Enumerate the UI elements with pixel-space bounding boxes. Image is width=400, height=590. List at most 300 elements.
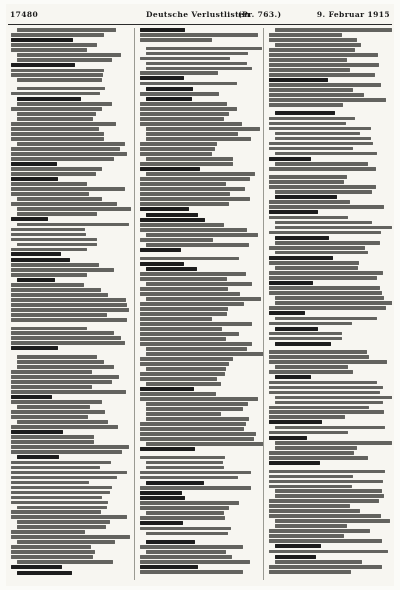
text-line <box>17 78 102 82</box>
text-line <box>275 519 390 523</box>
text-line <box>17 212 97 216</box>
text-line <box>146 367 226 371</box>
text-line <box>11 550 95 554</box>
text-line <box>11 390 126 394</box>
text-line <box>275 111 335 115</box>
text-line <box>269 311 305 315</box>
text-line <box>146 511 224 515</box>
text-line <box>11 415 88 419</box>
text-line <box>140 152 212 156</box>
text-line <box>140 182 226 186</box>
text-line <box>17 117 93 121</box>
text-line <box>11 341 125 345</box>
text-line <box>140 76 184 80</box>
text-line <box>11 187 125 191</box>
text-line <box>17 278 55 282</box>
text-line <box>11 217 48 221</box>
text-line <box>17 243 97 247</box>
text-line <box>269 381 377 385</box>
text-line <box>11 327 87 331</box>
text-line <box>140 287 228 291</box>
text-line <box>140 337 226 341</box>
text-line <box>269 73 375 77</box>
text-column-2 <box>137 28 264 580</box>
text-line <box>11 177 58 181</box>
text-line <box>269 157 311 161</box>
text-line <box>17 97 81 101</box>
text-line <box>140 238 213 242</box>
text-line <box>11 375 119 379</box>
text-line <box>269 355 369 359</box>
text-line <box>11 137 104 141</box>
text-line <box>146 52 248 56</box>
text-line <box>269 550 388 554</box>
text-line <box>275 190 372 194</box>
text-line <box>269 256 333 260</box>
text-line <box>269 470 385 474</box>
text-line <box>140 527 231 531</box>
text-line <box>11 545 91 549</box>
text-line <box>11 107 102 111</box>
text-line <box>140 57 230 61</box>
text-line <box>11 162 57 166</box>
text-line <box>269 271 383 275</box>
text-line <box>140 162 233 166</box>
text-line <box>11 122 116 126</box>
text-line <box>11 510 101 514</box>
text-line <box>140 197 250 201</box>
text-line <box>140 192 230 196</box>
text-line <box>146 67 252 71</box>
text-line <box>11 425 118 429</box>
text-line <box>275 241 380 245</box>
text-line <box>140 387 194 391</box>
text-line <box>146 382 221 386</box>
text-line <box>11 248 87 252</box>
text-line <box>275 251 368 255</box>
text-line <box>269 451 354 455</box>
text-line <box>146 442 264 446</box>
text-line <box>146 481 204 485</box>
text-line <box>11 152 127 156</box>
text-line <box>11 331 114 335</box>
text-line <box>269 68 350 72</box>
text-line <box>17 365 114 369</box>
text-line <box>146 243 249 247</box>
text-line <box>11 440 94 444</box>
text-line <box>140 476 238 480</box>
text-line <box>140 248 181 252</box>
text-line <box>11 481 89 485</box>
text-line <box>275 43 361 47</box>
text-line <box>11 273 87 277</box>
text-line <box>140 397 258 401</box>
text-line <box>269 504 350 508</box>
text-line <box>269 103 343 107</box>
text-line <box>269 565 382 569</box>
text-line <box>269 456 368 460</box>
text-line <box>269 281 313 285</box>
text-line <box>140 218 205 222</box>
text-line <box>269 276 377 280</box>
text-line <box>140 342 252 346</box>
text-line <box>275 441 392 445</box>
text-line <box>11 336 121 340</box>
text-line <box>275 137 371 141</box>
text-line <box>11 530 85 534</box>
issue-date: 9. Februar 1915 <box>316 10 390 19</box>
text-line <box>275 296 384 300</box>
text-line <box>11 233 86 237</box>
publication-title: Deutsche Verlustlisten <box>146 10 251 19</box>
text-line <box>269 406 369 410</box>
text-line <box>146 267 197 271</box>
text-line <box>269 117 355 121</box>
text-line <box>140 122 242 126</box>
text-line <box>11 127 99 131</box>
text-line <box>269 286 380 290</box>
text-line <box>269 420 322 424</box>
text-line <box>275 494 384 498</box>
text-line <box>269 514 381 518</box>
text-line <box>275 396 392 400</box>
text-line <box>269 53 378 57</box>
text-line <box>140 372 225 376</box>
text-line <box>140 491 182 495</box>
text-line <box>269 167 376 171</box>
text-line <box>11 370 92 374</box>
text-line <box>11 298 126 302</box>
text-line <box>269 58 347 62</box>
text-line <box>269 337 342 341</box>
text-column-1 <box>8 28 135 580</box>
text-line <box>11 496 102 500</box>
text-line <box>11 228 85 232</box>
text-line <box>11 147 120 151</box>
text-line <box>140 302 244 306</box>
text-line <box>140 537 216 539</box>
text-line <box>11 515 127 519</box>
text-line <box>11 535 130 539</box>
text-line <box>269 63 379 67</box>
text-line <box>11 450 122 454</box>
text-line <box>17 560 113 564</box>
text-line <box>140 392 216 396</box>
text-line <box>269 306 386 310</box>
text-line <box>11 238 97 242</box>
text-line <box>275 226 392 230</box>
text-line <box>269 210 318 214</box>
text-line <box>11 283 84 287</box>
text-line <box>146 466 224 470</box>
text-line <box>17 142 125 146</box>
text-line <box>17 102 112 106</box>
text-line <box>11 48 87 52</box>
text-line <box>146 233 258 237</box>
text-line <box>269 246 365 250</box>
text-line <box>140 257 239 261</box>
text-line <box>146 417 249 421</box>
text-line <box>146 87 193 91</box>
text-line <box>275 466 369 468</box>
text-line <box>146 97 192 101</box>
text-line <box>275 426 385 430</box>
text-line <box>269 350 367 354</box>
text-line <box>146 137 251 141</box>
text-line <box>11 92 100 96</box>
text-line <box>17 540 115 544</box>
text-line <box>17 53 121 57</box>
text-line <box>275 152 377 156</box>
text-line <box>17 352 121 354</box>
text-line <box>275 266 358 270</box>
text-line <box>11 288 101 292</box>
page-header <box>6 10 394 24</box>
text-line <box>269 410 384 414</box>
text-line <box>275 28 392 32</box>
text-line <box>140 317 212 321</box>
text-line <box>269 142 373 146</box>
text-line <box>269 332 342 336</box>
text-line <box>269 461 320 465</box>
text-line <box>269 78 328 82</box>
text-line <box>269 570 351 574</box>
text-line <box>269 509 360 513</box>
text-line <box>269 485 352 489</box>
text-line <box>11 501 108 505</box>
text-line <box>11 293 108 297</box>
text-line <box>11 486 112 490</box>
text-line <box>146 352 264 356</box>
text-line <box>140 570 243 574</box>
text-line <box>11 63 75 67</box>
text-line <box>140 362 229 366</box>
text-line <box>140 117 224 121</box>
text-line <box>275 108 356 110</box>
page-number: 17480 <box>10 10 39 19</box>
text-line <box>11 157 114 161</box>
text-line <box>269 122 346 126</box>
text-line <box>17 405 90 409</box>
text-line <box>11 476 117 480</box>
issue-number: (Pr. 763.) <box>238 10 282 19</box>
text-line <box>140 437 254 441</box>
text-line <box>269 33 342 37</box>
text-line <box>146 550 226 554</box>
text-line <box>275 342 331 346</box>
text-line <box>146 297 261 301</box>
text-line <box>275 555 316 559</box>
text-line <box>140 223 224 227</box>
text-line <box>146 62 247 66</box>
text-line <box>140 107 237 111</box>
text-line <box>269 370 353 374</box>
text-line <box>269 415 345 419</box>
text-line <box>275 132 360 136</box>
text-line <box>140 496 185 500</box>
text-line <box>11 263 99 267</box>
text-line <box>269 291 382 295</box>
text-line <box>269 93 364 97</box>
text-line <box>140 565 198 569</box>
text-line <box>11 410 105 414</box>
text-line <box>140 28 185 32</box>
text-line <box>269 88 353 92</box>
text-line <box>11 258 70 262</box>
text-line <box>140 427 244 431</box>
text-line <box>11 172 96 176</box>
text-line <box>140 147 215 151</box>
text-line <box>275 195 337 199</box>
text-line <box>146 132 238 136</box>
text-line <box>11 308 129 312</box>
text-line <box>275 524 347 528</box>
text-line <box>269 322 352 326</box>
text-line <box>275 317 377 321</box>
text-column-3 <box>266 28 392 580</box>
text-line <box>140 207 189 211</box>
text-line <box>275 489 382 493</box>
text-line <box>140 228 247 232</box>
text-line <box>146 347 247 351</box>
text-line <box>269 386 383 390</box>
text-line <box>269 147 353 151</box>
text-line <box>275 221 372 225</box>
text-line <box>11 435 94 439</box>
text-line <box>269 216 348 220</box>
text-line <box>140 177 250 181</box>
text-line <box>269 436 307 440</box>
text-line <box>269 391 380 395</box>
text-line <box>17 520 110 524</box>
text-line <box>17 360 104 364</box>
text-line <box>269 534 344 538</box>
text-line <box>140 322 252 326</box>
text-line <box>140 555 232 559</box>
text-line <box>140 545 243 549</box>
text-line <box>17 28 116 32</box>
text-line <box>17 525 106 529</box>
text-line <box>140 187 245 191</box>
text-line <box>17 355 97 359</box>
text-line <box>269 83 381 87</box>
text-line <box>140 102 227 106</box>
text-line <box>11 346 58 350</box>
text-line <box>11 33 104 37</box>
text-line <box>146 157 233 161</box>
text-line <box>140 432 256 436</box>
text-line <box>146 407 243 411</box>
text-line <box>140 486 251 490</box>
text-line <box>17 455 59 459</box>
text-line <box>140 112 229 116</box>
text-line <box>140 377 217 381</box>
text-line <box>140 292 240 296</box>
text-line <box>275 446 357 450</box>
text-line <box>146 532 228 536</box>
text-line <box>11 69 104 73</box>
text-line <box>146 213 198 217</box>
text-line <box>146 461 223 465</box>
text-line <box>275 301 392 305</box>
text-line <box>146 540 195 544</box>
text-line <box>11 380 112 384</box>
text-line <box>140 142 217 146</box>
text-line <box>146 452 231 454</box>
text-line <box>140 357 233 361</box>
text-line <box>269 172 364 174</box>
text-line <box>146 127 260 131</box>
text-line <box>140 312 227 316</box>
text-line <box>269 38 357 42</box>
text-line <box>269 529 370 533</box>
text-line <box>11 38 73 42</box>
text-line <box>11 400 102 404</box>
header-rule <box>8 24 392 25</box>
text-line <box>17 207 131 211</box>
text-line <box>140 422 246 426</box>
text-line <box>269 475 353 479</box>
text-line <box>140 33 258 37</box>
text-line <box>269 200 350 204</box>
text-line <box>11 491 110 495</box>
text-line <box>11 73 103 77</box>
text-line <box>275 401 383 405</box>
text-line <box>269 205 384 209</box>
text-line <box>140 332 239 336</box>
text-line <box>17 506 107 510</box>
text-line <box>269 185 376 189</box>
text-line <box>140 521 183 525</box>
casualty-list-columns <box>8 28 392 580</box>
text-line <box>275 560 362 564</box>
text-line <box>11 167 102 171</box>
text-line <box>269 499 379 503</box>
text-line <box>269 261 359 265</box>
text-line <box>140 501 239 505</box>
text-line <box>275 365 348 369</box>
text-line <box>11 461 111 465</box>
text-line <box>17 87 105 91</box>
text-line <box>275 162 368 166</box>
text-line <box>11 313 107 317</box>
text-line <box>269 180 344 184</box>
text-line <box>146 253 219 255</box>
text-line <box>269 127 371 131</box>
text-line <box>11 202 117 206</box>
text-line <box>269 431 348 435</box>
text-line <box>11 318 127 322</box>
text-line <box>17 112 96 116</box>
text-line <box>140 82 237 86</box>
text-line <box>140 456 225 460</box>
text-line <box>140 506 229 510</box>
text-line <box>140 516 225 520</box>
text-line <box>11 471 127 475</box>
text-line <box>11 192 89 196</box>
text-line <box>269 231 381 235</box>
text-line <box>146 47 262 51</box>
text-line <box>11 445 129 449</box>
text-line <box>140 92 219 96</box>
text-line <box>17 197 102 201</box>
text-line <box>11 182 87 186</box>
text-line <box>140 167 200 171</box>
text-line <box>17 571 72 575</box>
text-line <box>269 175 347 179</box>
text-line <box>275 544 321 548</box>
text-line <box>146 282 252 286</box>
